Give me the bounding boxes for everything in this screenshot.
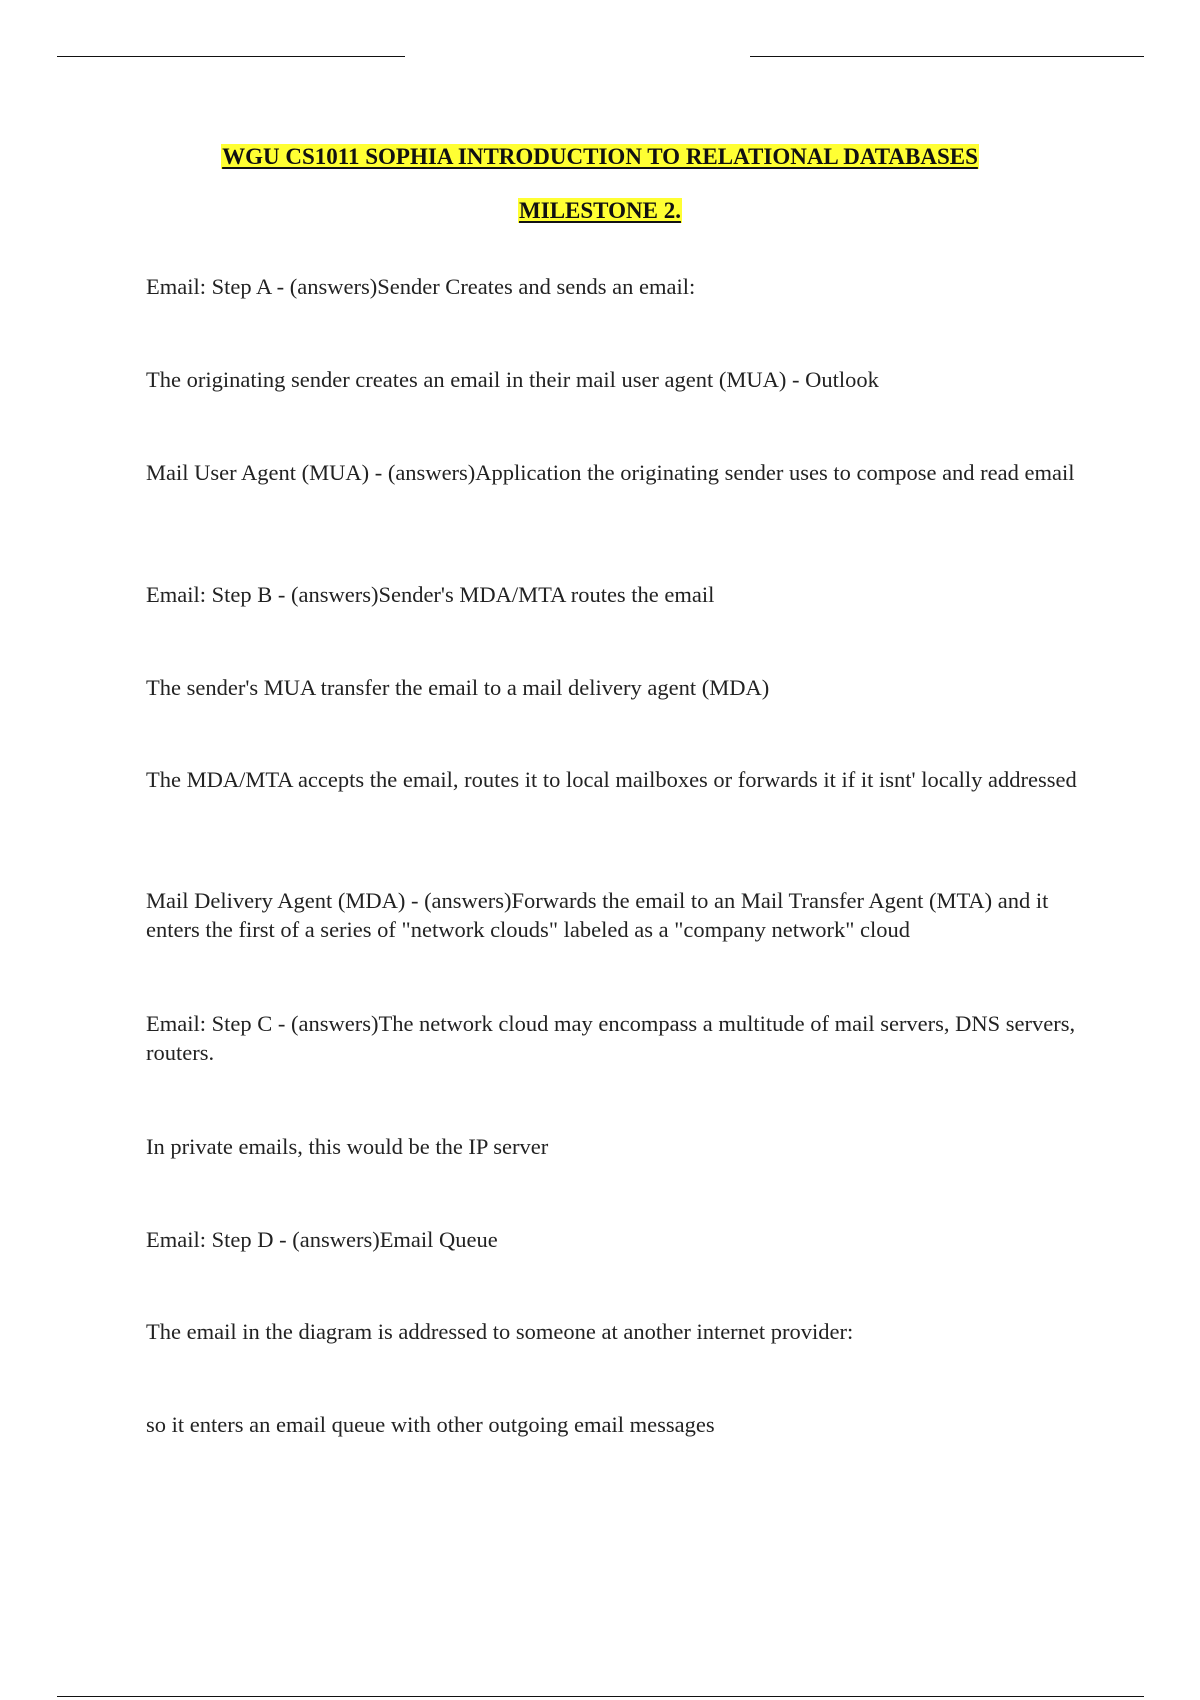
- title-line-1: WGU CS1011 SOPHIA INTRODUCTION TO RELATIONAL DATABASES: [222, 144, 978, 169]
- header-rule-right: [750, 56, 1144, 57]
- title-line-2-wrapper: [0, 194, 1200, 228]
- title-line-1-wrapper: [0, 140, 1200, 174]
- paragraph-step-d: Email: Step D - (answers)Email Queue: [146, 1227, 498, 1252]
- document-title: [0, 140, 1200, 228]
- title-line-2: MILESTONE 2.: [519, 198, 681, 223]
- paragraph-email-queue: so it enters an email queue with other outgoing email messages: [146, 1412, 715, 1437]
- paragraph-private-emails: In private emails, this would be the IP server: [146, 1134, 549, 1159]
- paragraph-step-c: Email: Step C - (answers)The network cloud may encompass a multitude of mail servers, DNS servers, routers.: [146, 1011, 1076, 1065]
- paragraph-mda-mta-accepts: The MDA/MTA accepts the email, routes it to local mailboxes or forwards it if it isnt' locally addressed: [146, 767, 1077, 792]
- paragraph-internet-provider: The email in the diagram is addressed to someone at another internet provider:: [146, 1319, 854, 1344]
- paragraph-originating-sender: The originating sender creates an email in their mail user agent (MUA) - Outlook: [146, 367, 879, 392]
- paragraph-step-b: Email: Step B - (answers)Sender's MDA/MTA routes the email: [146, 582, 715, 607]
- paragraph-step-a: Email: Step A - (answers)Sender Creates and sends an email:: [146, 274, 696, 299]
- header-rule-left: [57, 56, 405, 57]
- paragraph-mua-transfer: The sender's MUA transfer the email to a mail delivery agent (MDA): [146, 675, 770, 700]
- paragraph-mda-definition: Mail Delivery Agent (MDA) - (answers)Forwards the email to an Mail Transfer Agent (MTA) and it enters the first of a series of "network clouds" labeled as a "company network" cloud: [146, 888, 1049, 942]
- footer-rule: [57, 1696, 1144, 1697]
- paragraph-mua-definition: Mail User Agent (MUA) - (answers)Application the originating sender uses to compose and read email: [146, 460, 1075, 485]
